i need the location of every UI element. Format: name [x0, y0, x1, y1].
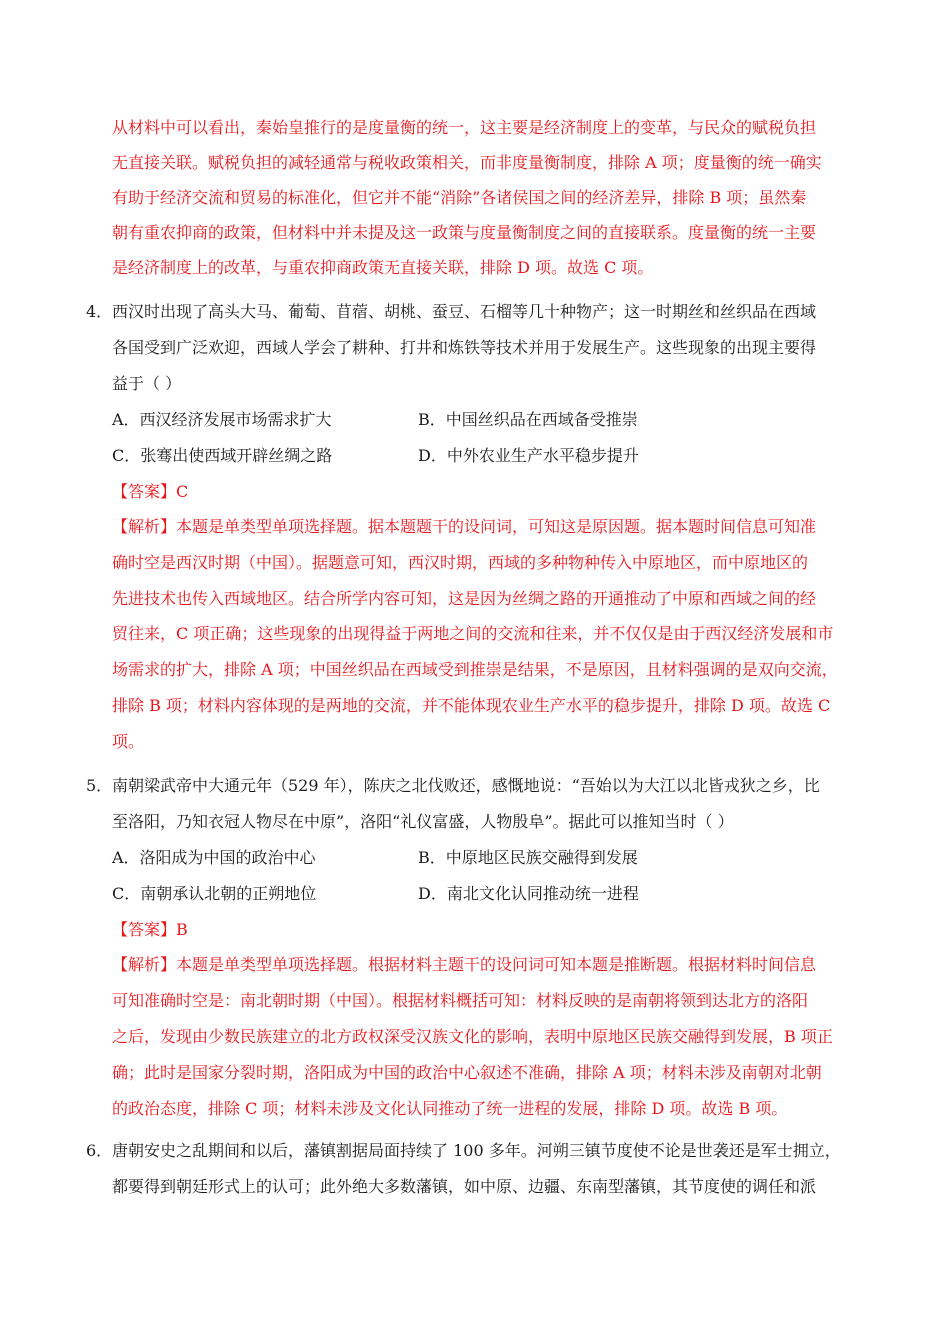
question-stem-line: 南朝梁武帝中大通元年（529 年），陈庆之北伐败还，感慨地说：“吾始以为大江以北皆戎狄之乡，比 — [112, 776, 820, 795]
prev-analysis-line: 从材料中可以看出，秦始皇推行的是度量衡的统一，这主要是经济制度上的变革，与民众的赋税负担 — [112, 118, 817, 137]
prev-analysis-line: 是经济制度上的改革，与重农抑商政策无直接关联，排除 D 项。故选 C 项。 — [112, 258, 654, 277]
question-stem-line: 各国受到广泛欢迎，西域人学会了耕种、打井和炼铁等技术并用于发展生产。这些现象的出现主要得 — [112, 338, 817, 357]
option-d: D．中外农业生产水平稳步提升 — [418, 446, 639, 465]
option-d: D．南北文化认同推动统一进程 — [418, 884, 639, 903]
analysis-line: 【解析】本题是单类型单项选择题。根据材料主题干的设问词可知本题是推断题。根据材料时间信息 — [112, 955, 817, 974]
option-c: C．南朝承认北朝的正朔地位 — [112, 884, 317, 903]
answer-label: 【答案】C — [112, 482, 189, 501]
option-c: C．张骞出使西域开辟丝绸之路 — [112, 446, 333, 465]
question-stem-line: 西汉时出现了高头大马、葡萄、苜蓿、胡桃、蚕豆、石榴等几十种物产；这一时期丝和丝织品在西域 — [112, 302, 817, 321]
question-number: 5． — [86, 776, 113, 795]
analysis-line: 贸往来，C 项正确；这些现象的出现得益于两地之间的交流和往来，并不仅仅是由于西汉经济发展和市 — [112, 624, 834, 643]
question-number: 6． — [86, 1141, 113, 1160]
option-a: A．洛阳成为中国的政治中心 — [112, 848, 316, 867]
analysis-line: 确时空是西汉时期（中国）。据题意可知，西汉时期，西域的多种物种传入中原地区，而中原地区的 — [112, 553, 809, 572]
analysis-line: 确；此时是国家分裂时期，洛阳成为中国的政治中心叙述不准确，排除 A 项；材料未涉及南朝对北朝 — [112, 1063, 822, 1082]
analysis-line: 项。 — [112, 732, 145, 751]
analysis-line: 排除 B 项；材料内容体现的是两地的交流，并不能体现农业生产水平的稳步提升，排除 D 项。故选 C — [112, 696, 831, 715]
option-b: B．中国丝织品在西域备受推崇 — [418, 410, 638, 429]
prev-analysis-line: 有助于经济交流和贸易的标准化，但它并不能“消除”各诸侯国之间的经济差异，排除 B 项；虽然秦 — [112, 188, 807, 207]
option-a: A．西汉经济发展市场需求扩大 — [112, 410, 332, 429]
answer-label: 【答案】B — [112, 920, 188, 939]
analysis-line: 之后，发现由少数民族建立的北方政权深受汉族文化的影响，表明中原地区民族交融得到发展，B 项正 — [112, 1027, 833, 1046]
analysis-line: 可知准确时空是：南北朝时期（中国）。根据材料概括可知：材料反映的是南朝将领到达北方的洛阳 — [112, 991, 809, 1010]
question-stem-line: 唐朝安史之乱期间和以后，藩镇割据局面持续了 100 多年。河朔三镇节度使不论是世袭还是军士拥立， — [112, 1141, 841, 1160]
analysis-line: 的政治态度，排除 C 项；材料未涉及文化认同推动了统一进程的发展，排除 D 项。故选 B 项。 — [112, 1099, 788, 1118]
question-stem-line: 至洛阳，乃知衣冠人物尽在中原”，洛阳“礼仪富盛，人物殷阜”。据此可以推知当时（ ） — [112, 812, 734, 831]
analysis-line: 先进技术也传入西域地区。结合所学内容可知，这是因为丝绸之路的开通推动了中原和西域之间的经 — [112, 589, 817, 608]
option-b: B．中原地区民族交融得到发展 — [418, 848, 638, 867]
question-stem-line: 益于（ ） — [112, 374, 182, 393]
question-number: 4． — [86, 302, 113, 321]
question-stem-line: 都要得到朝廷形式上的认可；此外绝大多数藩镇，如中原、边疆、东南型藩镇，其节度使的调任和派 — [112, 1177, 817, 1196]
prev-analysis-line: 朝有重农抑商的政策，但材料中并未提及这一政策与度量衡制度之间的直接联系。度量衡的统一主要 — [112, 223, 817, 242]
prev-analysis-line: 无直接关联。赋税负担的减轻通常与税收政策相关，而非度量衡制度，排除 A 项；度量衡的统一确实 — [112, 153, 822, 172]
analysis-line: 场需求的扩大，排除 A 项；中国丝织品在西域受到推崇是结果，不是原因，且材料强调的是双向交流， — [112, 660, 838, 679]
analysis-line: 【解析】本题是单类型单项选择题。据本题题干的设问词，可知这是原因题。据本题时间信息可知准 — [112, 517, 817, 536]
